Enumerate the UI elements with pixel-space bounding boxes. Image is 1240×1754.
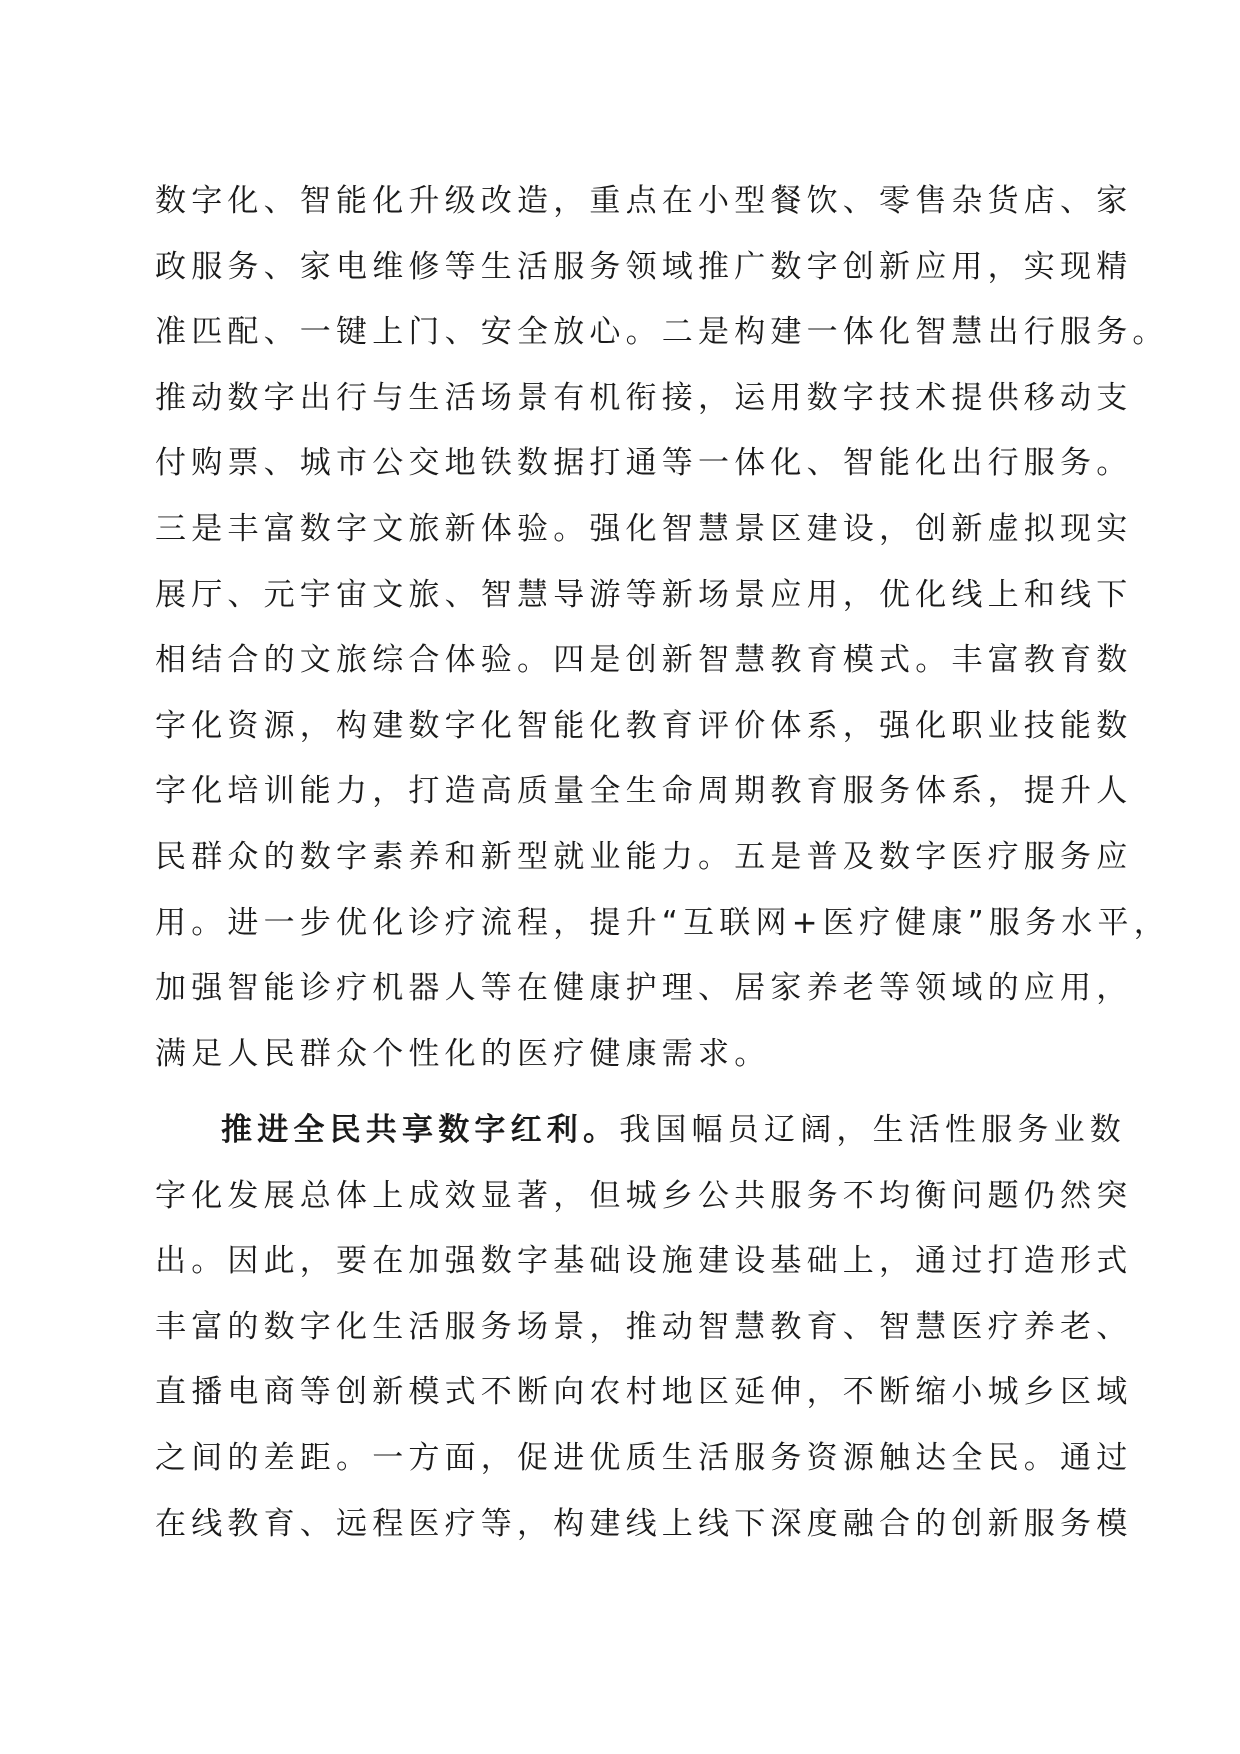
paragraph-line: 出。因此，要在加强数字基础设施建设基础上，通过打造形式 bbox=[155, 1243, 1133, 1280]
paragraph-line: 三是丰富数字文旅新体验。强化智慧景区建设，创新虚拟现实 bbox=[155, 510, 1133, 547]
paragraph-first-line-text: 我国幅员辽阔，生活性服务业数 bbox=[619, 1112, 1127, 1148]
paragraph-line: 付购票、城市公交地铁数据打通等一体化、智能化出行服务。 bbox=[155, 445, 1133, 482]
paragraph-line: 数字化、智能化升级改造，重点在小型餐饮、零售杂货店、家 bbox=[155, 183, 1133, 219]
paragraph-line: 直播电商等创新模式不断向农村地区延伸，不断缩小城乡区域 bbox=[155, 1374, 1133, 1411]
paragraph-line: 准匹配、一键上门、安全放心。二是构建一体化智慧出行服务。 bbox=[155, 314, 1169, 351]
paragraph-line: 用。进一步优化诊疗流程，提升“互联网+医疗健康”服务水平， bbox=[155, 904, 1170, 941]
paragraph-first-line bbox=[155, 1098, 1127, 1164]
paragraph-line: 字化培训能力，打造高质量全生命周期教育服务体系，提升人 bbox=[155, 773, 1133, 810]
paragraph-line: 推动数字出行与生活场景有机衔接，运用数字技术提供移动支 bbox=[155, 379, 1133, 416]
paragraph-line: 满足人民群众个性化的医疗健康需求。 bbox=[155, 1035, 771, 1072]
paragraph-1 bbox=[155, 169, 1170, 1087]
paragraph-line: 字化发展总体上成效显著，但城乡公共服务不均衡问题仍然突 bbox=[155, 1177, 1133, 1214]
paragraph-line: 政服务、家电维修等生活服务领域推广数字创新应用，实现精 bbox=[155, 248, 1133, 285]
paragraph-line: 展厅、元宇宙文旅、智慧导游等新场景应用，优化线上和线下 bbox=[155, 576, 1133, 613]
paragraph-2 bbox=[155, 1098, 1133, 1557]
paragraph-line: 民群众的数字素养和新型就业能力。五是普及数字医疗服务应 bbox=[155, 838, 1133, 875]
paragraph-line: 加强智能诊疗机器人等在健康护理、居家养老等领域的应用， bbox=[155, 970, 1133, 1007]
paragraph-line: 在线教育、远程医疗等，构建线上线下深度融合的创新服务模 bbox=[155, 1505, 1133, 1542]
paragraph-line: 丰富的数字化生活服务场景，推动智慧教育、智慧医疗养老、 bbox=[155, 1308, 1133, 1345]
paragraph-line: 字化资源，构建数字化智能化教育评价体系，强化职业技能数 bbox=[155, 707, 1133, 744]
paragraph-lead-heading: 推进全民共享数字红利。 bbox=[221, 1112, 620, 1148]
paragraph-line: 之间的差距。一方面，促进优质生活服务资源触达全民。通过 bbox=[155, 1439, 1133, 1476]
paragraph-line: 相结合的文旅综合体验。四是创新智慧教育模式。丰富教育数 bbox=[155, 642, 1133, 679]
